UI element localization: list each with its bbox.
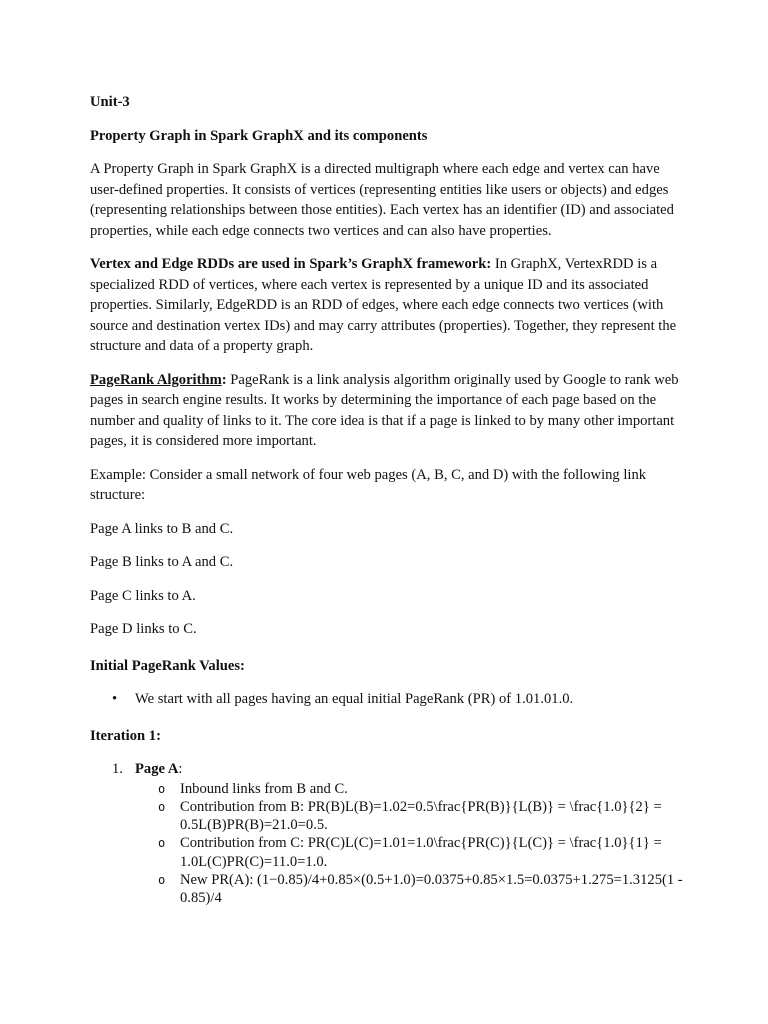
sub-list <box>135 780 690 908</box>
iteration-list <box>90 759 690 908</box>
sub-list-item: o Contribution from B: PR(B)L(B)=1.02=0.5\frac{PR(B)}{L(B)} = \frac{1.0}{2} = 0.5L(B)PR(B)=21.0=0.5. <box>135 798 690 835</box>
pagerank-text: PageRank is a link analysis algorithm originally used by Google to rank web pages in search engine results. It works by determining the importance of each page based on the number and quality of links to it. The core idea is that if a page is linked to by many other important pages, it is considered more important. <box>90 371 679 449</box>
list-item: • We start with all pages having an equal initial PageRank (PR) of 1.01.01.0. <box>90 689 690 710</box>
rdd-paragraph <box>90 254 690 357</box>
initial-bullet-list <box>90 689 690 710</box>
link-line: Page A links to B and C. <box>90 520 234 537</box>
pagerank-colon: : <box>221 371 227 388</box>
item-colon: : <box>178 761 183 777</box>
document-page <box>90 92 690 908</box>
iteration-heading: Iteration 1: <box>90 727 161 744</box>
initial-heading: Initial PageRank Values: <box>90 657 245 674</box>
sub-list-item: o Inbound links from B and C. <box>135 780 690 798</box>
item-number: 1. <box>112 761 123 777</box>
sub-list-item: o Contribution from C: PR(C)L(C)=1.01=1.0\frac{PR(C)}{L(C)} = \frac{1.0}{1} = 1.0L(C)PR(C)=11.0=1.0. <box>135 834 690 871</box>
section-title: Property Graph in Spark GraphX and its components <box>90 127 428 144</box>
intro-paragraph: A Property Graph in Spark GraphX is a directed multigraph where each edge and vertex can have user-defined properties. It consists of vertices (representing entities like users or objects) and edges (representing relationships between those entities). Each vertex has an identifier (ID) and associated properties, while each edge connects two vertices and can also have properties. <box>90 161 674 239</box>
sub-list-item: o New PR(A): (1−0.85)/4+0.85×(0.5+1.0)=0.0375+0.85×1.5=0.0375+1.275=1.3125(1 - 0.85)/4 <box>135 871 690 908</box>
link-line: Page D links to C. <box>90 621 197 637</box>
pagerank-lead: PageRank Algorithm <box>90 371 222 388</box>
unit-title: Unit-3 <box>90 94 130 110</box>
rdd-text: In GraphX, VertexRDD is a specialized RDD of vertices, where each vertex is represented by a unique ID and its associated properties. Similarly, EdgeRDD is an RDD of edges, where each edge connects two vertices (with source and destination vertex IDs) and may carry attributes (properties). Together, they represent the structure and data of a property graph. <box>90 256 677 354</box>
example-paragraph: Example: Consider a small network of four web pages (A, B, C, and D) with the following link structure: <box>90 466 647 503</box>
link-line: Page B links to A and C. <box>90 554 234 570</box>
item-label: Page A <box>135 761 179 777</box>
list-item <box>90 759 690 908</box>
pagerank-paragraph <box>90 370 690 452</box>
link-line: Page C links to A. <box>90 587 196 604</box>
rdd-lead: Vertex and Edge RDDs are used in Spark’s GraphX framework: <box>90 256 492 272</box>
